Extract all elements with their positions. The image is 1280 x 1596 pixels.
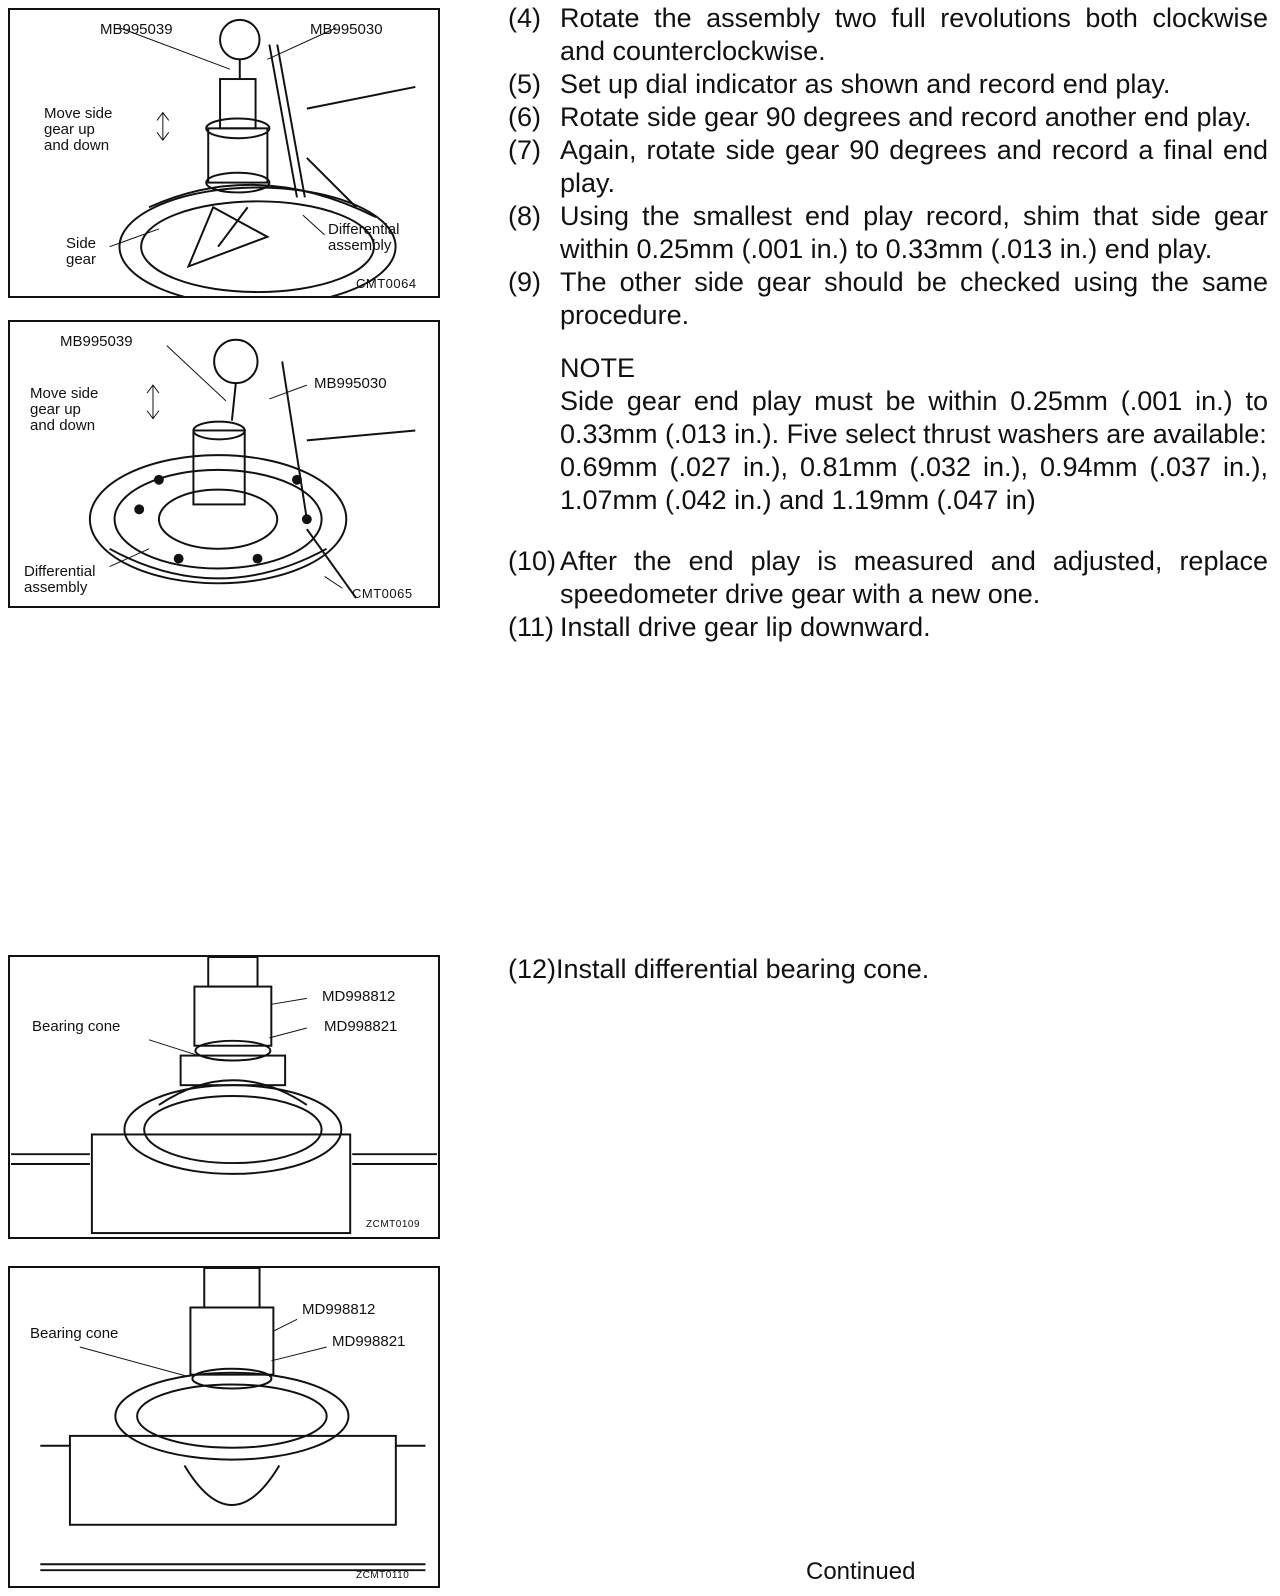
differential-assembly-label: Differential assembly bbox=[24, 563, 96, 596]
step-text: Using the smallest end play record, shim that side gear within 0.25mm (.001 in.) to 0.33mm (.013 in.) end play. bbox=[560, 201, 1268, 264]
step-text: Install drive gear lip downward. bbox=[560, 612, 931, 642]
bearing-cone-label: Bearing cone bbox=[30, 1325, 119, 1342]
tool-label-a: MD998812 bbox=[302, 1301, 376, 1318]
step-10 bbox=[508, 545, 1268, 611]
step-number: (6) bbox=[508, 102, 541, 132]
step-number: (9) bbox=[508, 267, 541, 297]
step-text: Install differential bearing cone. bbox=[556, 954, 930, 984]
figure-code: ZCMT0109 bbox=[366, 1219, 421, 1230]
tool-label-b: MB995030 bbox=[310, 21, 383, 38]
step-text: The other side gear should be checked using the same procedure. bbox=[560, 267, 1268, 330]
step-text: Set up dial indicator as shown and record end play. bbox=[560, 69, 1171, 99]
note-body: Side gear end play must be within 0.25mm (.001 in.) to 0.33mm (.013 in.). Five select thrust washers are available: bbox=[560, 386, 1268, 449]
move-side-gear-label: Move side gear up and down bbox=[44, 105, 113, 154]
note bbox=[560, 352, 1268, 517]
note-washer-sizes: 0.69mm (.027 in.), 0.81mm (.032 in.), 0.94mm (.037 in.), 1.07mm (.042 in.) and 1.19mm (.047 in) bbox=[560, 452, 1268, 515]
step-5 bbox=[508, 68, 1268, 101]
figure-code: CMT0064 bbox=[356, 276, 417, 291]
tool-label-b: MD998821 bbox=[332, 1333, 406, 1350]
step-text: Rotate the assembly two full revolutions both clockwise and counterclockwise. bbox=[560, 3, 1268, 66]
procedure-steps bbox=[508, 2, 1268, 644]
step-number: (12) bbox=[508, 954, 557, 984]
step-number: (10) bbox=[508, 546, 557, 576]
tool-label-a: MD998812 bbox=[322, 988, 396, 1005]
bearing-cone-label: Bearing cone bbox=[32, 1018, 121, 1035]
differential-assembly-label: Differential assembly bbox=[328, 221, 400, 254]
step-12 bbox=[508, 953, 929, 986]
step-number: (7) bbox=[508, 135, 541, 165]
step-number: (8) bbox=[508, 201, 541, 231]
step-11 bbox=[508, 611, 1268, 644]
step-9 bbox=[508, 266, 1268, 332]
figure-code: ZCMT0110 bbox=[356, 1570, 410, 1581]
step-text: Again, rotate side gear 90 degrees and record a final end play. bbox=[560, 135, 1268, 198]
step-number: (5) bbox=[508, 69, 541, 99]
step-4 bbox=[508, 2, 1268, 68]
step-number: (4) bbox=[508, 3, 541, 33]
figure-bearing-cone-install-1 bbox=[8, 955, 440, 1239]
step-text: Rotate side gear 90 degrees and record another end play. bbox=[560, 102, 1252, 132]
note-heading: NOTE bbox=[560, 353, 636, 383]
tool-label-b: MD998821 bbox=[324, 1018, 398, 1035]
step-number: (11) bbox=[508, 612, 555, 642]
step-7 bbox=[508, 134, 1268, 200]
step-text: After the end play is measured and adjusted, replace speedometer drive gear with a new one. bbox=[560, 546, 1268, 609]
move-side-gear-label: Move side gear up and down bbox=[30, 385, 99, 434]
tool-label-a: MB995039 bbox=[100, 21, 173, 38]
tool-label-a: MB995039 bbox=[60, 333, 133, 350]
tool-label-b: MB995030 bbox=[314, 375, 387, 392]
figure-bearing-cone-install-2 bbox=[8, 1266, 440, 1588]
figure-side-gear-dial-indicator bbox=[8, 8, 440, 298]
side-gear-label: Side gear bbox=[66, 235, 97, 268]
step-8 bbox=[508, 200, 1268, 266]
figure-differential-assembly-dial bbox=[8, 320, 440, 608]
step-6 bbox=[508, 101, 1268, 134]
figure-code: CMT0065 bbox=[352, 586, 413, 601]
continued-footer: Continued bbox=[806, 1558, 916, 1585]
